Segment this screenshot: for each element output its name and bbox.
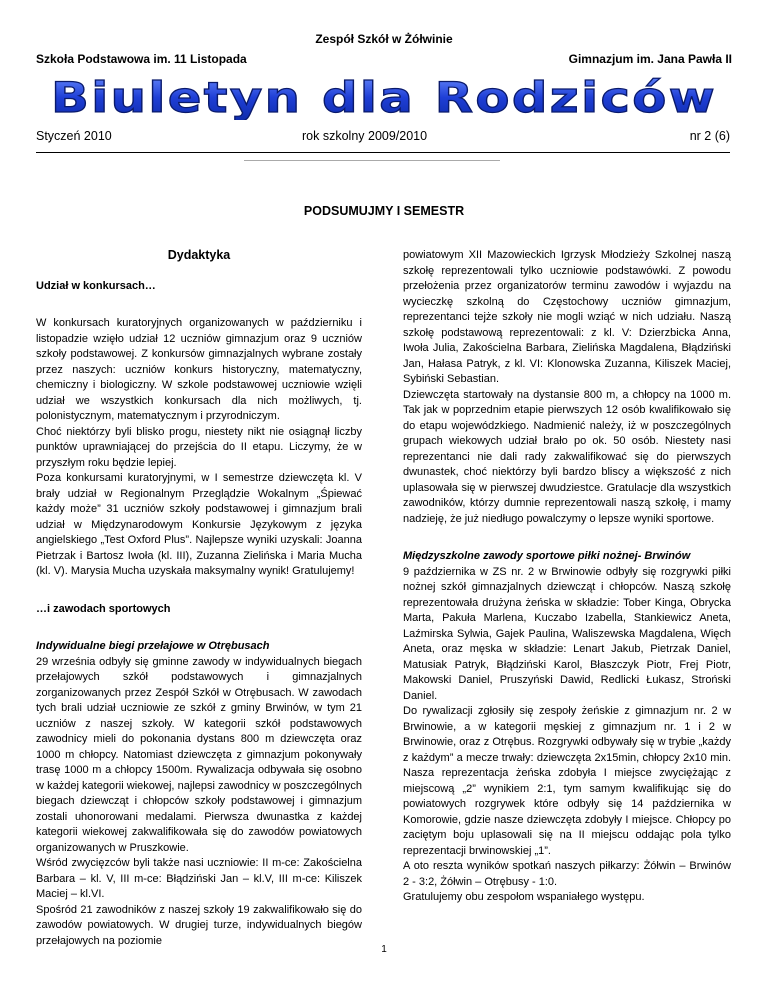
- football-paragraph: A oto reszta wyników spotkań naszych piłkarzy: Żółwin – Brwinów 2 - 3:2, Żółwin – Otrębusy - 1:0.: [403, 860, 731, 888]
- cross-country-paragraph: Wśród zwycięzców byli także nasi uczniowie: II m-ce: Zakościelna Barbara – kl. V, III m-ce: Błądziński Jan – kl.V, III m-ce: Kiliszek Maciej – kl.VI.: [36, 857, 362, 900]
- primary-school-name: Szkoła Podstawowa im. 11 Listopada: [36, 52, 247, 66]
- page-number: 1: [381, 944, 387, 955]
- football-paragraph: Do rywalizacji zgłosiły się zespoły żeńskie z gimnazjum nr. 2 w Brwinowie, a w kategorii męskiej z gimnazjum nr. 1 i 2 w Brwinowie, oraz z Otrębus. Rozgrywki odbywały się w trybie „każdy z każdym” a mecze trwały: dziewczęta 2x15min, chłopcy 2x10 min. Nasza reprezentacja żeńska zdobyła I miejsce zwyciężając z miejscową „2” wynikiem 2:1, tym samym kwalifikując się do powiatowych rozgrywek które odbyły się 14 października w Komorowie, gdzie nasze dziewczęta zdobyły I miejsce. Chłopcy po zaciętym boju uplasowali się na II miejscu oddając pola tylko reprezentacji brwinowskiej „1”.: [403, 705, 731, 857]
- right-column: [403, 248, 731, 906]
- football-title: Międzyszkolne zawody sportowe piłki nożnej- Brwinów: [403, 550, 691, 562]
- bulletin-banner: [0, 72, 768, 120]
- issue-number: nr 2 (6): [689, 129, 730, 143]
- contests-subheading: Udział w konkursach…: [36, 279, 156, 292]
- contests-paragraph: Choć niektórzy byli blisko progu, niestety nikt nie osiągnął liczby punktów uprawniającej do przejścia do II etapu. Liczymy, że w przyszłym roku będzie lepiej.: [36, 425, 362, 469]
- contests-paragraph: W konkursach kuratoryjnych organizowanych w październiku i listopadzie wzięło udział 12 uczniów gimnazjum oraz 9 uczniów szkoły podstawowej. Z konkursów gimnazjalnych wybrane zostały przez naszych: uczniów konkurs historyczny, matematyczny, chemiczny i biologiczny. W szkole podstawowej uczniowie wzięli udział we wszystkich konkursach dla nich możliwych, tj. polonistycznym, matematycznym i przyrodniczym.: [36, 317, 362, 422]
- cross-country-paragraph: Dziewczęta startowały na dystansie 800 m, a chłopcy na 1000 m. Tak jak w poprzednim etapie pierwszych 12 osób kwalifikowało się do etapu wojewódzkiego. Nadmienić należy, iż w poszczególnych grupach wiekowych udział brało po ok. 50 osób. Niestety nasi reprezentanci nie dali rady zakwalifikować się do pierwszych dwunastek, choć niektórzy byli bardzo bliscy a większość z nich uplasowała się w pierwszej dwudziestce. Gratulacje dla wszystkich zawodników, którzy dumnie reprezentowali naszą szkołę, i mamy nadzieję, że już niedługo powalczymy o lepsze wyniki sportowe.: [403, 388, 731, 525]
- article-heading: PODSUMUJMY I SEMESTR: [303, 204, 465, 218]
- left-column: [36, 248, 362, 949]
- cross-country-paragraph: Spośród 21 zawodników z naszej szkoły 19 zakwalifikowało się do zawodów powiatowych. W drugiej turze, indywidualnych biegów przełajowych na poziomie: [36, 903, 362, 947]
- cross-country-paragraph: powiatowym XII Mazowieckich Igrzysk Młodzieży Szkolnej naszą szkołę reprezentowali tylko uczniowie podstawówki. Z powodu przełożenia przez organizatorów terminu zawodów i wyjazdu na wycieczkę szkolną do Częstochowy uczniów gimnazjum, reprezentanci tejże szkoły nie mogli wziąć w nich udziału. Naszą szkołę podstawową reprezentowali: z kl. V: Dzierzbicka Anna, Iwoła Julia, Zakościelna Barbara, Zielińska Magdalena, Błądziński Jan, Hałasa Patryk, z kl. VI: Klonowska Zuzanna, Kiliszek Maciej, Sybiński Sebastian.: [403, 249, 731, 385]
- header-divider: [36, 152, 730, 153]
- section-title: Dydaktyka: [167, 248, 231, 262]
- contests-paragraph: Poza konkursami kuratoryjnymi, w I semestrze dziewczęta kl. V brały udział w Regionalnym Przeglądzie Wokalnym „Śpiewać każdy może” 31 uczniów szkoły podstawowej i gimnazjum brali udział w Międzynarodowym Konkursie Językowym z języka angielskiego „Test Oxford Plus”. Najlepsze wyniki uzyskali: Joanna Pietrzak i Bartosz Iwoła (kl. III), Zuzanna Zielińska i Maria Mucha (kl. V). Marysia Mucha uzyskała maksymalny wynik! Gratulujemy!: [36, 472, 362, 577]
- middle-school-name: Gimnazjum im. Jana Pawła II: [568, 52, 732, 66]
- issue-date: Styczeń 2010: [36, 129, 112, 143]
- school-complex-name: Zespół Szkół w Żółwinie: [315, 32, 453, 46]
- banner-title: Biuletyn dla Rodziców: [51, 73, 717, 120]
- cross-country-title: Indywidualne biegi przełajowe w Otrębusach: [36, 640, 270, 652]
- school-year: rok szkolny 2009/2010: [302, 129, 428, 143]
- sports-subheading: …i zawodach sportowych: [36, 602, 171, 615]
- football-paragraph: 9 października w ZS nr. 2 w Brwinowie odbyły się rozgrywki piłki nożnej szkół gimnazjalnych dziewcząt i chłopców. Naszą szkołę reprezentowała drużyna żeńska w składzie: Tober Kinga, Obrycka Marta, Pakuła Marlena, Kuczabo Izabella, Stankiewicz Aneta, Laźmirska Sylwia, Gajek Paulina, Waliszewska Magdalena, Więch Aneta, oraz męska w składzie: Lenart Jakub, Pietrzak Daniel, Matusiak Patryk, Błądziński Karol, Błaszczyk Piotr, Frej Piotr, Makowski Daniel, Pruszyński Dawid, Redlicki Łukasz, Stroński Daniel.: [403, 565, 731, 702]
- cross-country-paragraph: 29 września odbyły się gminne zawody w indywidualnych biegach przełajowych szkół podstawowych i gimnazjalnych zorganizowanych przez Zespół Szkół w Otrębusach. W zawodach tych brali udział uczniowie ze szkół z gminy Brwinów, w tym 21 uczniów z naszej szkoły. W kategorii szkół podstawowych zawodnicy mieli do pokonania dystans 800 m dziewczęta oraz 1000 m chłopcy. Natomiast dziewczęta z gimnazjum pokonywały trasę 1000 m a chłopcy 1500m. Rywalizacja odbywała się osobno w każdej kategorii wiekowej, najlepsi zawodnicy w poszczególnych biegach dziewcząt i chłopców szkoły podstawowej i gimnazjum zostali uhonorowani medalami. Pierwsza dwunastka z każdej kategorii wiekowej zakwalifikowała się do zawodów powiatowych organizowanych w Pruszkowie.: [36, 655, 362, 854]
- football-paragraph: Gratulujemy obu zespołom wspaniałego występu.: [403, 891, 645, 903]
- header-divider-thin: [244, 160, 500, 161]
